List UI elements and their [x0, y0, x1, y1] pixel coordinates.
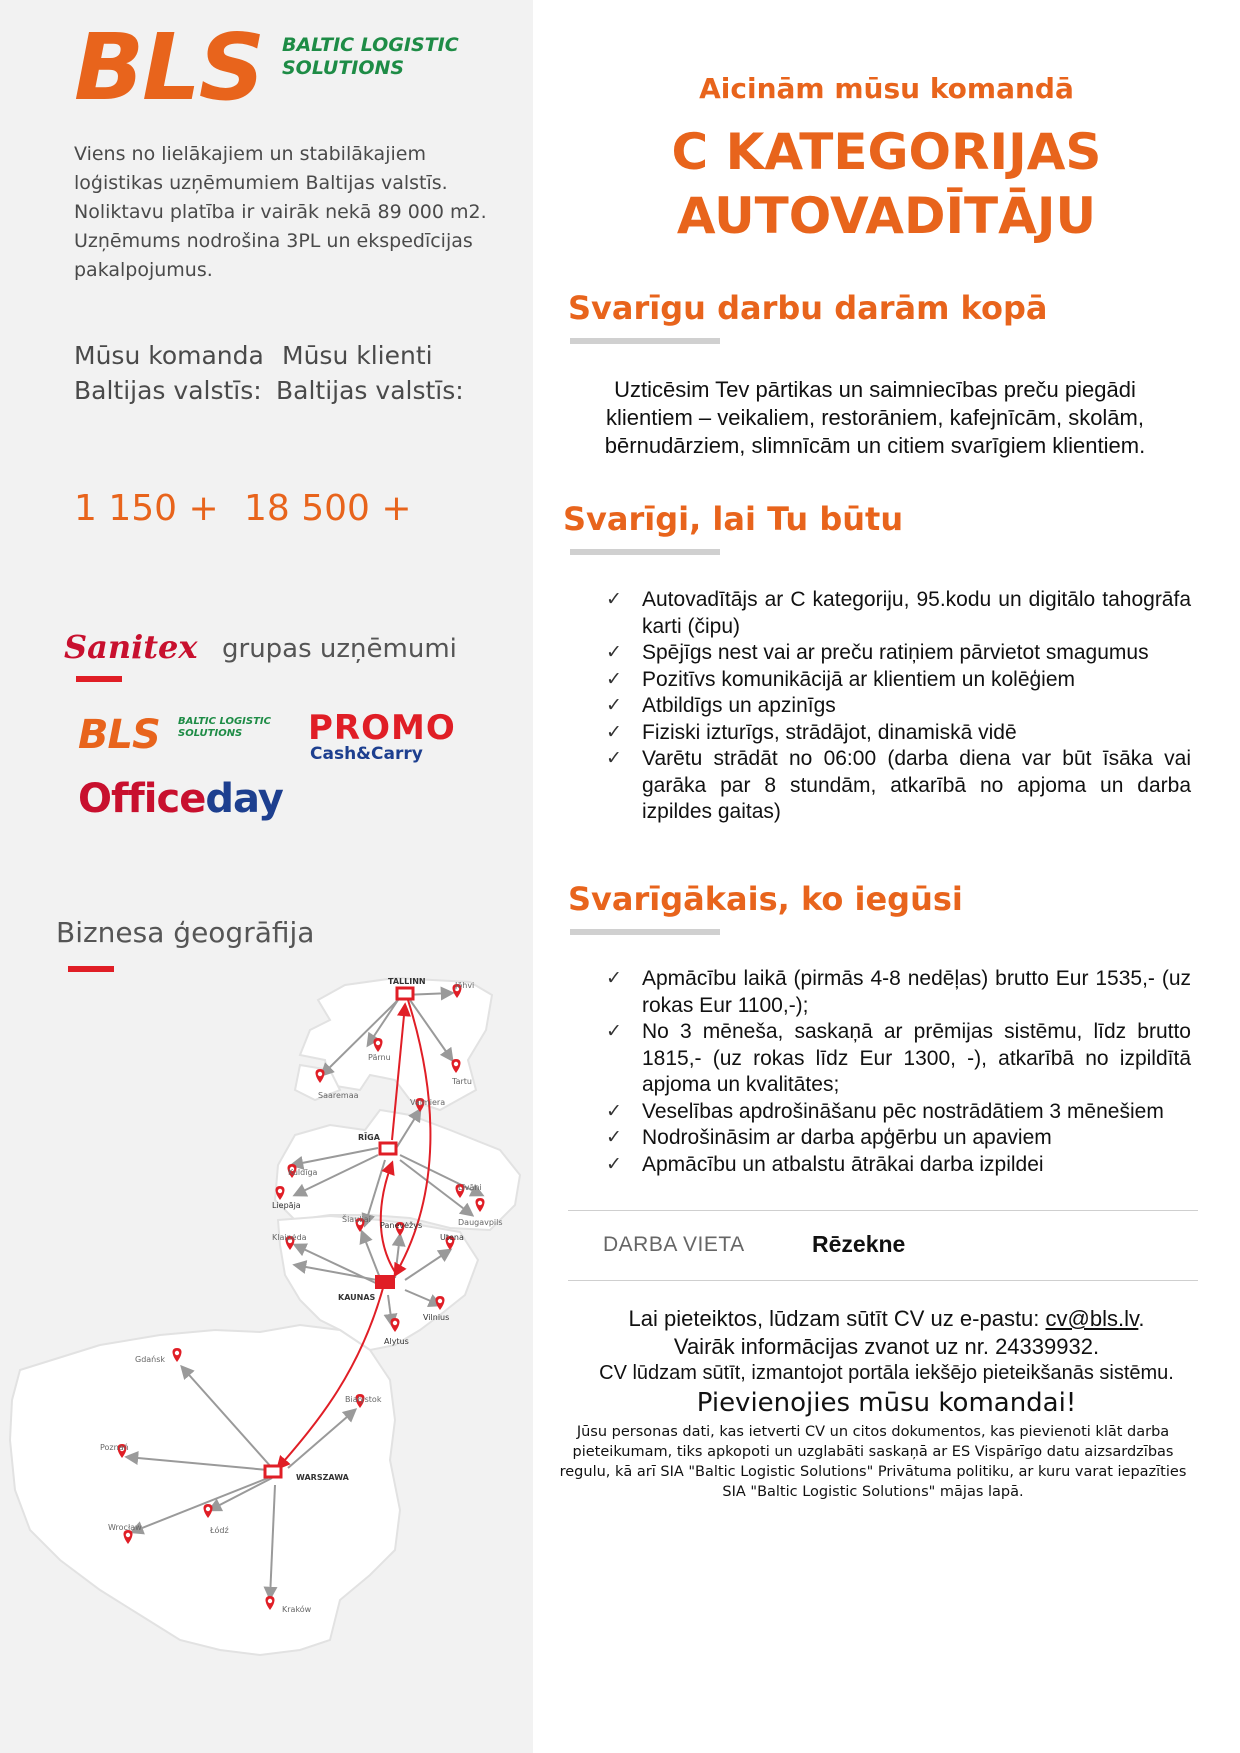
apply-phone: Vairāk informācijas zvanot uz nr. 24339932. [673, 1334, 1100, 1359]
city-label: Łódź [210, 1526, 229, 1535]
city-label: Utena [440, 1233, 464, 1242]
city-label: Klaipėda [272, 1233, 307, 1242]
list-item [606, 1019, 1191, 1099]
geography-title: Biznesa ģeogrāfija [56, 916, 315, 949]
privacy-line: regulu, kā arī SIA "Baltic Logistic Solutions" Privātuma politiku, ar kuru varat iepazīties [559, 1464, 1187, 1480]
stat-label-line: Baltijas valstīs: [74, 376, 262, 405]
logo-subtitle-line: BALTIC LOGISTIC [282, 34, 459, 56]
check-icon: ✓ [606, 1153, 622, 1175]
description-line: bērnudārziem, slimnīcām un citiem svarīgiem klientiem. [604, 433, 1146, 458]
city-label: Līvāni [458, 1183, 482, 1192]
city-label: Poznań [100, 1443, 129, 1452]
list-item-text: Apmācību laikā (pirmās 4-8 nedēļas) brutto Eur 1535,- (uz rokas Eur 1100,-); [642, 967, 1191, 1017]
list-item-text: Veselības apdrošināšanu pēc nostrādātiem 3 mēnešiem [642, 1099, 1164, 1123]
description-line: klientiem – veikaliem, restorāniem, kafejnīcām, skolām, [606, 405, 1144, 430]
section-title-benefits: Svarīgākais, ko iegūsi [568, 880, 963, 918]
email-link[interactable]: cv@bls.lv [1045, 1306, 1139, 1331]
job-title-line: AUTOVADĪTĀJU [676, 187, 1097, 245]
list-item [606, 720, 1191, 747]
sanitex-logo: Sanitex [64, 628, 198, 666]
city-label: Panevėžys [380, 1221, 423, 1230]
check-icon: ✓ [606, 695, 622, 716]
bls-group-logo-subtitle [178, 716, 271, 740]
apply-instructions [533, 1306, 1240, 1332]
city-label: Gdańsk [135, 1355, 166, 1364]
job-title [533, 120, 1240, 248]
cashcarry-logo: Cash&Carry [310, 744, 423, 764]
intro-line: Viens no lielākajiem un stabilākajiem [74, 143, 426, 165]
promo-logo: PROMO [308, 708, 456, 748]
list-item [606, 587, 1191, 640]
city-label: Saaremaa [318, 1091, 359, 1100]
hub-warszawa [265, 1466, 281, 1477]
privacy-line: pieteikumam, tiks apkopoti un uzglabāti saskaņā ar ES Vispārīgo datu aizsardzības [572, 1444, 1174, 1460]
city-label: Liepāja [272, 1201, 301, 1210]
workplace-value: Rēzekne [812, 1231, 906, 1257]
list-item-text: Varētu strādāt no 06:00 (darba diena var būt īsāka vai garāka par 8 stundām, atkarībā no apjoma un darba izpildes gaitas) [642, 747, 1191, 823]
bls-logo-subtitle [282, 34, 459, 80]
logo-subtitle-line: SOLUTIONS [282, 57, 405, 79]
list-item-text: Apmācību un atbalstu ātrākai darba izpildei [642, 1152, 1044, 1176]
privacy-notice [553, 1422, 1193, 1502]
invite-line: Aicinām mūsu komandā [699, 72, 1074, 105]
list-item [606, 667, 1191, 694]
company-intro [74, 140, 494, 285]
list-item-text: Spējīgs nest vai ar preču ratiņiem pārvietot smagumus [642, 641, 1149, 664]
description-line: Uzticēsim Tev pārtikas un saimniecības preču piegādi [614, 377, 1136, 402]
city-label: Jõhvi [455, 981, 475, 990]
workplace-label: DARBA VIETA [603, 1233, 745, 1256]
requirements-list [606, 587, 1191, 826]
logo-subtitle-line: SOLUTIONS [178, 728, 243, 739]
geography-map [0, 960, 533, 1740]
city-label: WARSZAWA [296, 1473, 349, 1482]
check-icon: ✓ [606, 1021, 622, 1042]
privacy-line: Jūsu personas dati, kas ietverti CV un citos dokumentos, kas pievienoti klāt darba [576, 1424, 1170, 1440]
bls-logo: BLS [74, 14, 264, 121]
list-item [606, 1152, 1191, 1179]
bls-group-logo: BLS [78, 712, 160, 758]
check-icon: ✓ [606, 642, 622, 663]
city-label: Wrocław [108, 1523, 142, 1532]
apply-text: . [1138, 1306, 1145, 1331]
list-item-text: Autovadītājs ar C kategoriju, 95.kodu un digitālo tahogrāfa karti (čipu) [642, 588, 1191, 638]
work-description [555, 376, 1195, 460]
logo-subtitle-line: BALTIC LOGISTIC [178, 716, 271, 727]
stat-label-line: Mūsu klienti [282, 341, 433, 370]
officeday-logo [78, 776, 283, 822]
city-label: Šiauliai [342, 1215, 371, 1224]
city-label: RĪGA [358, 1133, 380, 1142]
list-item [606, 966, 1191, 1019]
list-item [606, 693, 1191, 720]
list-item [606, 746, 1191, 826]
city-label: Białystok [345, 1395, 382, 1404]
city-label: Alytus [384, 1337, 409, 1346]
hub-riga [380, 1143, 396, 1154]
check-icon: ✓ [606, 1100, 622, 1122]
officeday-part: Office [78, 776, 206, 822]
hub-kaunas [375, 1275, 395, 1289]
city-label: Vilnius [423, 1313, 450, 1322]
job-title-line: C KATEGORIJAS [671, 123, 1102, 181]
list-item-text: Pozitīvs komunikācijā ar klientiem un kolēģiem [642, 667, 1076, 691]
section-title-requirements: Svarīgi, lai Tu būtu [563, 500, 904, 538]
check-icon: ✓ [606, 968, 622, 989]
list-item-text: No 3 mēneša, saskaņā ar prēmijas sistēmu, līdz brutto 1815,- (uz rokas līdz Eur 1300, -), atkarībā no izpildītā apjoma un kvalitātes; [642, 1020, 1191, 1096]
clients-stat-value: 18 500 + [244, 488, 412, 529]
apply-text: Lai pieteiktos, lūdzam sūtīt CV uz e-pastu: [628, 1306, 1046, 1331]
red-divider [76, 676, 122, 682]
section-underline [570, 549, 720, 555]
team-stat-label [74, 338, 264, 408]
list-item [606, 1125, 1191, 1152]
city-label: Kraków [282, 1605, 312, 1614]
poland-shape [10, 1325, 400, 1655]
stat-label-line: Mūsu komanda [74, 341, 264, 370]
divider [568, 1280, 1198, 1281]
section-title-work: Svarīgu darbu darām kopā [568, 289, 1048, 327]
join-team: Pievienojies mūsu komandai! [696, 1388, 1077, 1418]
benefits-list [606, 966, 1191, 1178]
city-label: Pärnu [368, 1053, 391, 1062]
list-item-text: Nodrošināsim ar darba apģērbu un apaviem [642, 1126, 1052, 1149]
officeday-part: day [205, 776, 283, 822]
city-label: Kuldīga [288, 1168, 318, 1177]
check-icon: ✓ [606, 721, 622, 743]
team-stat-value: 1 150 + [74, 488, 219, 529]
check-icon: ✓ [606, 748, 622, 769]
intro-line: Uzņēmums nodrošina 3PL un ekspedīcijas [74, 230, 473, 252]
group-label: grupas uzņēmumi [222, 634, 457, 664]
intro-line: pakalpojumus. [74, 259, 213, 281]
section-underline [570, 929, 720, 935]
list-item [606, 640, 1191, 667]
city-label: KAUNAS [338, 1293, 376, 1302]
list-item [606, 1099, 1191, 1126]
privacy-line: SIA "Baltic Logistic Solutions" mājas lapā. [722, 1484, 1024, 1500]
list-item-text: Atbildīgs un apzinīgs [642, 694, 836, 717]
check-icon: ✓ [606, 1127, 622, 1148]
divider [568, 1210, 1198, 1211]
city-label: TALLINN [388, 977, 426, 986]
hub-tallinn [397, 988, 413, 999]
check-icon: ✓ [606, 589, 622, 610]
city-label: Tartu [452, 1077, 472, 1086]
list-item-text: Fiziski izturīgs, strādājot, dinamiskā vidē [642, 720, 1017, 744]
intro-line: Noliktavu platība ir vairāk nekā 89 000 m2. [74, 201, 487, 223]
clients-stat-label [276, 338, 464, 408]
apply-portal: CV lūdzam sūtīt, izmantojot portāla iekšējo pieteikšanās sistēmu. [599, 1362, 1174, 1384]
section-underline [570, 338, 720, 344]
stat-label-line: Baltijas valstīs: [276, 376, 464, 405]
intro-line: loģistikas uzņēmumiem Baltijas valstīs. [74, 172, 448, 194]
city-label: Valmiera [410, 1098, 446, 1107]
city-label: Daugavpils [458, 1218, 503, 1227]
check-icon: ✓ [606, 668, 622, 690]
